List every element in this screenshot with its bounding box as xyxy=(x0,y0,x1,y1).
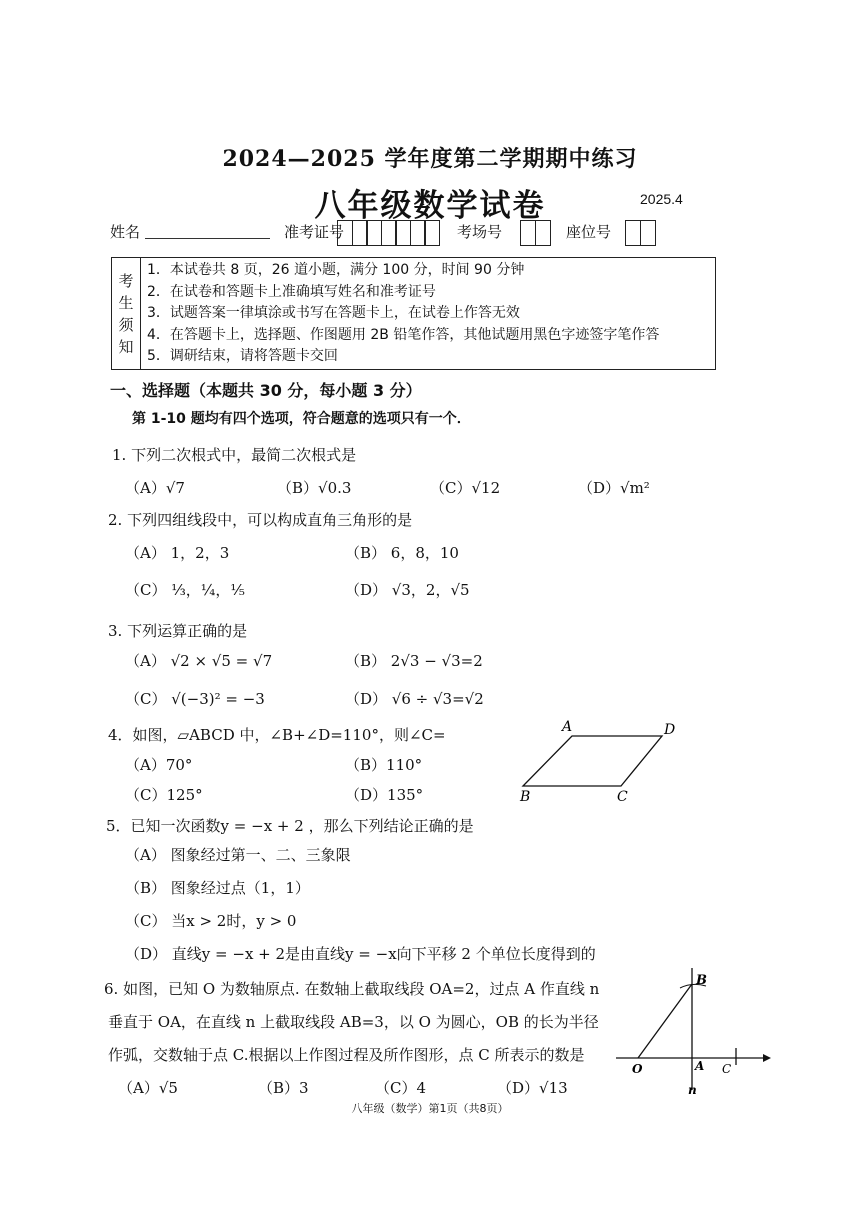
q1-stem: 1. 下列二次根式中，最简二次根式是 xyxy=(112,446,357,464)
q5-option-c[interactable]: （C） 当x > 2时，y > 0 xyxy=(125,912,297,930)
vertex-label-a: A xyxy=(562,719,573,735)
q1-option-a[interactable]: （A）√7 xyxy=(125,479,185,497)
notice-item: 4．在答题卡上，选择题、作图题用 2B 铅笔作答，其他试题用黑色字迹签字笔作答 xyxy=(147,326,660,343)
q5-option-a[interactable]: （A） 图象经过第一、二、三象限 xyxy=(125,846,351,864)
q3-option-b[interactable]: （B） 2√3 − √3=2 xyxy=(345,652,483,670)
q3-option-a[interactable]: （A） √2 × √5 = √7 xyxy=(125,652,273,670)
q3-option-c[interactable]: （C） √(−3)² = −3 xyxy=(125,690,265,708)
section-title: 一、选择题（本题共 30 分，每小题 3 分） xyxy=(110,381,422,400)
name-label: 姓名 xyxy=(110,223,141,241)
q2-option-a[interactable]: （A） 1，2，3 xyxy=(125,544,230,562)
q3-option-d[interactable]: （D） √6 ÷ √3=√2 xyxy=(345,690,484,708)
q6-stem-line2: 垂直于 OA，在直线 n 上截取线段 AB=3，以 O 为圆心，OB 的长为半径 xyxy=(108,1013,599,1031)
parallelogram-shape xyxy=(523,736,662,786)
q4-stem: 4．如图，▱ABCD 中，∠B+∠D=110°，则∠C= xyxy=(108,726,446,744)
q4-option-c[interactable]: （C）125° xyxy=(125,786,203,804)
exam-id-label: 准考证号 xyxy=(284,223,345,241)
seat-boxes[interactable] xyxy=(625,220,654,246)
label-o: O xyxy=(632,1062,643,1076)
q2-option-b[interactable]: （B） 6，8，10 xyxy=(345,544,459,562)
notice-item: 5．调研结束，请将答题卡交回 xyxy=(147,348,338,365)
page-footer: 八年级（数学）第1页（共8页） xyxy=(351,1102,509,1115)
q5-stem: 5．已知一次函数y = −x + 2 ，那么下列结论正确的是 xyxy=(106,817,474,835)
parallelogram-figure xyxy=(510,715,690,805)
q4-option-d[interactable]: （D）135° xyxy=(345,786,424,804)
label-b: B xyxy=(696,973,707,988)
label-c: C xyxy=(722,1062,732,1076)
q3-stem: 3. 下列运算正确的是 xyxy=(108,622,248,640)
segment-ob xyxy=(638,984,692,1058)
notice-box xyxy=(111,257,716,370)
exam-subtitle: 八年级数学试卷 xyxy=(314,188,546,224)
vertex-label-c: C xyxy=(617,789,628,805)
q2-stem: 2. 下列四组线段中，可以构成直角三角形的是 xyxy=(108,511,413,529)
q6-option-d[interactable]: （D）√13 xyxy=(497,1079,568,1097)
q1-option-b[interactable]: （B）√0.3 xyxy=(277,479,352,497)
notice-item: 3．试题答案一律填涂或书写在答题卡上，在试卷上作答无效 xyxy=(147,305,520,322)
vertex-label-d: D xyxy=(664,722,676,738)
name-line[interactable] xyxy=(145,238,270,239)
vertex-label-b: B xyxy=(520,789,531,805)
notice-item: 1．本试卷共 8 页，26 道小题，满分 100 分，时间 90 分钟 xyxy=(147,262,525,278)
room-boxes[interactable] xyxy=(520,220,549,246)
notice-item: 2．在试卷和答题卡上准确填写姓名和准考证号 xyxy=(147,283,436,300)
label-n: n xyxy=(688,1083,697,1097)
room-label: 考场号 xyxy=(457,223,503,241)
q6-stem-line3: 作弧，交数轴于点 C.根据以上作图过程及所作图形，点 C 所表示的数是 xyxy=(108,1046,585,1064)
q6-stem-line1: 6. 如图，已知 O 为数轴原点. 在数轴上截取线段 OA=2，过点 A 作直线 n xyxy=(104,980,600,998)
number-line-figure xyxy=(608,962,773,1102)
q6-option-b[interactable]: （B）3 xyxy=(258,1079,309,1097)
q4-option-b[interactable]: （B）110° xyxy=(345,756,423,774)
q1-option-d[interactable]: （D）√m² xyxy=(578,479,650,497)
q2-option-c[interactable]: （C） ⅓，¼，⅕ xyxy=(125,581,245,599)
exam-id-boxes[interactable] xyxy=(337,220,439,246)
q6-option-c[interactable]: （C）4 xyxy=(375,1079,427,1097)
axis-arrow-icon xyxy=(763,1054,771,1062)
exam-title: 2024—2025 学年度第二学期期中练习 xyxy=(222,146,638,172)
label-a: A xyxy=(695,1059,705,1073)
seat-label: 座位号 xyxy=(566,223,612,241)
q6-option-a[interactable]: （A）√5 xyxy=(118,1079,178,1097)
exam-date: 2025.4 xyxy=(640,191,683,207)
q5-option-b[interactable]: （B） 图象经过点（1，1） xyxy=(125,879,310,897)
section-note: 第 1-10 题均有四个选项，符合题意的选项只有一个． xyxy=(132,411,471,427)
q1-option-c[interactable]: （C）√12 xyxy=(430,479,501,497)
notice-list xyxy=(141,258,659,369)
q4-option-a[interactable]: （A）70° xyxy=(125,756,193,774)
q5-option-d[interactable]: （D） 直线y = −x + 2是由直线y = −x向下平移 2 个单位长度得到的 xyxy=(125,945,596,963)
notice-side-label: 考 生 须 知 xyxy=(112,258,141,369)
q2-option-d[interactable]: （D） √3，2，√5 xyxy=(345,581,470,599)
